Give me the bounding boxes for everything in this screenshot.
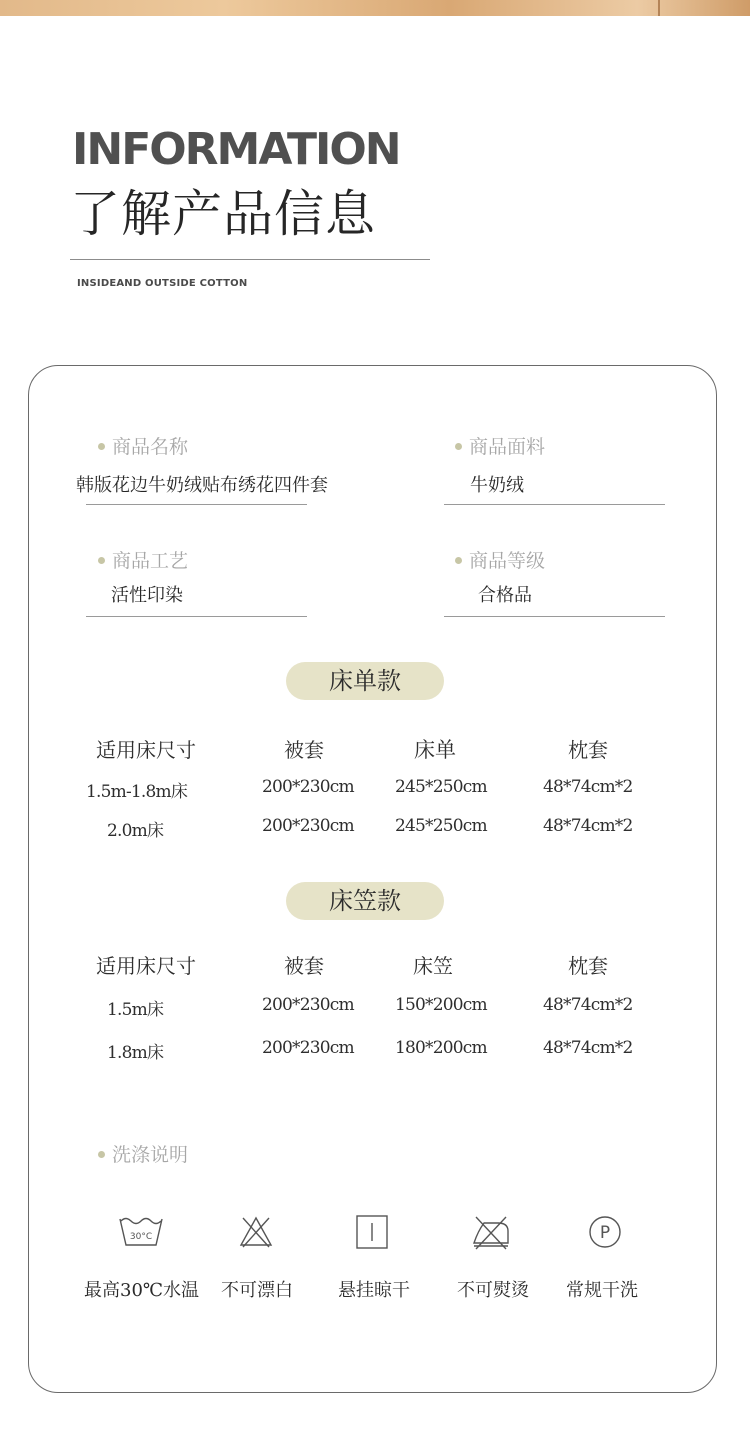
info-fabric-value: 牛奶绒: [470, 475, 524, 496]
info-grade-value: 合格品: [478, 585, 532, 606]
sheet-row1-size: 1.5m-1.8m床: [86, 782, 188, 802]
info-fabric-label: 商品面料: [455, 432, 545, 459]
bullet-dot-icon: [98, 557, 105, 564]
info-craft-value: 活性印染: [111, 585, 183, 606]
fitted-row2-size: 1.8m床: [107, 1043, 164, 1063]
subtitle: INSIDEAND OUTSIDE COTTON: [77, 278, 248, 289]
title-cn: 了解产品信息: [70, 185, 376, 243]
info-fabric: [455, 432, 545, 459]
bullet-dot-icon: [98, 443, 105, 450]
sheet-row2-duvet: 200*230cm: [262, 816, 354, 836]
wood-seam: [658, 0, 660, 16]
fitted-row2-pillow: 48*74cm*2: [543, 1038, 633, 1058]
sheet-header-pillow: 枕套: [568, 738, 608, 762]
top-wood-strip: [0, 0, 750, 16]
sheet-header-size: 适用床尺寸: [96, 738, 196, 762]
care-label-hang-dry: 悬挂晾干: [338, 1280, 410, 1301]
info-grade-label: 商品等级: [455, 546, 545, 573]
bullet-dot-icon: [455, 557, 462, 564]
hang-dry-icon: [355, 1213, 389, 1251]
care-label: 洗涤说明: [98, 1140, 188, 1167]
sheet-row2-size: 2.0m床: [107, 821, 164, 841]
fitted-header-fitted: 床笠: [413, 954, 453, 978]
sheet-header-sheet: 床单: [414, 738, 456, 762]
fitted-row1-pillow: 48*74cm*2: [543, 995, 633, 1015]
info-craft-label: 商品工艺: [98, 546, 188, 573]
info-name-value: 韩版花边牛奶绒贴布绣花四件套: [76, 475, 328, 496]
fitted-row1-duvet: 200*230cm: [262, 995, 354, 1015]
info-craft-rule: [86, 616, 307, 617]
fitted-row1-fitted: 150*200cm: [395, 995, 487, 1015]
fitted-row1-size: 1.5m床: [107, 1000, 164, 1020]
info-name-rule: [86, 504, 307, 505]
dry-clean-icon: [586, 1213, 624, 1251]
fitted-header-duvet: 被套: [284, 954, 324, 978]
svg-text:30°C: 30°C: [129, 1232, 153, 1242]
sheet-header-duvet: 被套: [284, 738, 324, 762]
info-fabric-rule: [444, 504, 665, 505]
care-label-wash: 最高30℃水温: [84, 1280, 200, 1301]
title-en: INFORMATION: [72, 124, 400, 175]
no-bleach-icon: [237, 1213, 275, 1251]
sheet-row1-duvet: 200*230cm: [262, 777, 354, 797]
sheet-row1-pillow: 48*74cm*2: [543, 777, 633, 797]
svg-text:P: P: [599, 1223, 611, 1243]
care-label-no-iron: 不可熨烫: [457, 1280, 529, 1301]
bullet-dot-icon: [455, 443, 462, 450]
fitted-header-pillow: 枕套: [568, 954, 608, 978]
fitted-header-size: 适用床尺寸: [96, 954, 196, 978]
sheet-section-title: 床单款: [286, 662, 444, 700]
info-grade: [455, 546, 545, 573]
info-name: [98, 432, 188, 459]
sheet-row2-sheet: 245*250cm: [395, 816, 487, 836]
info-craft: [98, 546, 188, 573]
fitted-row2-duvet: 200*230cm: [262, 1038, 354, 1058]
care-label-dry-clean: 常规干洗: [566, 1280, 638, 1301]
title-divider: [70, 259, 430, 260]
info-grade-rule: [444, 616, 665, 617]
sheet-row1-sheet: 245*250cm: [395, 777, 487, 797]
fitted-row2-fitted: 180*200cm: [395, 1038, 487, 1058]
care-label-no-bleach: 不可漂白: [221, 1280, 293, 1301]
fitted-section-title: 床笠款: [286, 882, 444, 920]
care-heading: [98, 1140, 188, 1167]
bullet-dot-icon: [98, 1151, 105, 1158]
no-iron-icon: [470, 1213, 512, 1251]
sheet-row2-pillow: 48*74cm*2: [543, 816, 633, 836]
wash-30-icon: [118, 1213, 164, 1251]
info-name-label: 商品名称: [98, 432, 188, 459]
